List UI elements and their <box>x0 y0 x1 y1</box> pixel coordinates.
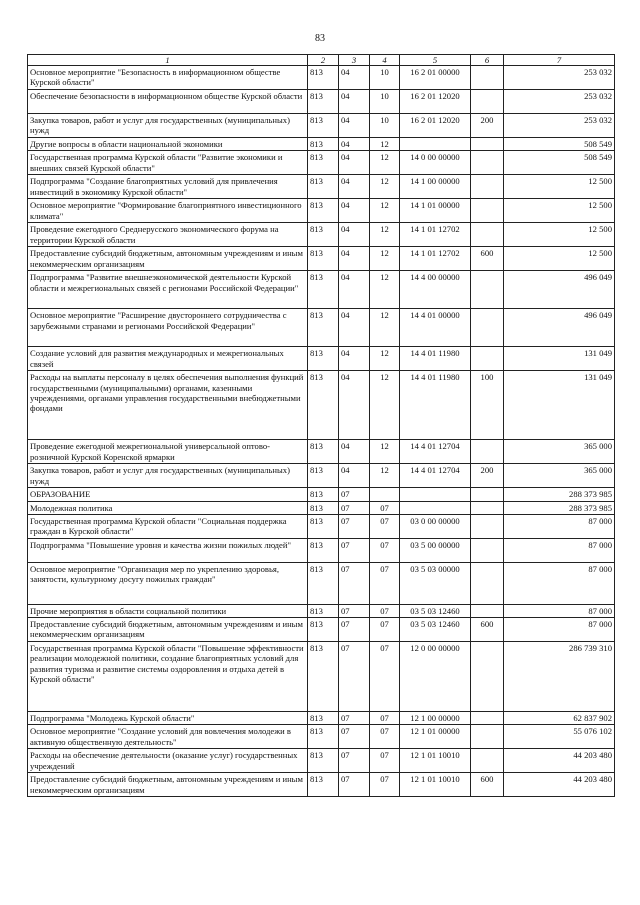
table-row <box>28 604 615 617</box>
amount-cell: 508 549 <box>504 151 615 175</box>
row-name-cell: Расходы на обеспечение деятельности (оказание услуг) государственных учреждений <box>28 749 308 773</box>
table-row <box>28 538 615 562</box>
amount-cell: 365 000 <box>504 464 615 488</box>
amount-cell: 253 032 <box>504 66 615 90</box>
table-row <box>28 175 615 199</box>
subsection-cell: 12 <box>370 247 400 271</box>
column-header: 6 <box>471 55 504 66</box>
subsection-cell: 12 <box>370 199 400 223</box>
table-row <box>28 440 615 464</box>
amount-cell: 288 373 985 <box>504 501 615 514</box>
column-header: 5 <box>400 55 471 66</box>
target-article-cell: 03 5 03 00000 <box>400 562 471 604</box>
row-name-cell: Расходы на выплаты персоналу в целях обеспечения выполнения функций государственными (муниципальными) органами, казенными учреждениями, органами управления государственными внебюджетными фондами <box>28 371 308 440</box>
target-article-cell: 03 5 00 00000 <box>400 538 471 562</box>
admin-code-cell: 813 <box>308 440 339 464</box>
row-name-cell: Подпрограмма "Развитие внешнеэкономической деятельности Курской области и межрегиональных связей с регионами Российской Федерации" <box>28 271 308 309</box>
admin-code-cell: 813 <box>308 247 339 271</box>
section-cell: 04 <box>339 199 370 223</box>
expense-type-cell <box>471 199 504 223</box>
target-article-cell: 12 1 00 00000 <box>400 712 471 725</box>
subsection-cell: 12 <box>370 271 400 309</box>
amount-cell: 87 000 <box>504 514 615 538</box>
amount-cell: 253 032 <box>504 114 615 138</box>
subsection-cell: 07 <box>370 618 400 642</box>
table-row <box>28 114 615 138</box>
row-name-cell: Основное мероприятие "Безопасность в информационном обществе Курской области" <box>28 66 308 90</box>
table-row <box>28 151 615 175</box>
column-header: 2 <box>308 55 339 66</box>
table-row <box>28 749 615 773</box>
amount-cell: 12 500 <box>504 223 615 247</box>
expense-type-cell: 200 <box>471 114 504 138</box>
target-article-cell: 14 4 01 00000 <box>400 309 471 347</box>
section-cell: 07 <box>339 712 370 725</box>
table-row <box>28 347 615 371</box>
amount-cell: 87 000 <box>504 538 615 562</box>
section-cell: 04 <box>339 151 370 175</box>
row-name-cell: Обеспечение безопасности в информационном обществе Курской области <box>28 90 308 114</box>
admin-code-cell: 813 <box>308 347 339 371</box>
expense-type-cell <box>471 138 504 151</box>
section-cell: 07 <box>339 642 370 712</box>
admin-code-cell: 813 <box>308 114 339 138</box>
section-cell: 04 <box>339 347 370 371</box>
target-article-cell: 12 1 01 00000 <box>400 725 471 749</box>
row-name-cell: Другие вопросы в области национальной экономики <box>28 138 308 151</box>
row-name-cell: Подпрограмма "Повышение уровня и качества жизни пожилых людей" <box>28 538 308 562</box>
admin-code-cell: 813 <box>308 749 339 773</box>
table-row <box>28 712 615 725</box>
admin-code-cell: 813 <box>308 151 339 175</box>
expense-type-cell: 200 <box>471 464 504 488</box>
table-row <box>28 138 615 151</box>
budget-table <box>27 54 615 797</box>
subsection-cell: 12 <box>370 223 400 247</box>
table-row <box>28 247 615 271</box>
subsection-cell: 07 <box>370 562 400 604</box>
amount-cell: 87 000 <box>504 604 615 617</box>
table-row <box>28 199 615 223</box>
admin-code-cell: 813 <box>308 488 339 501</box>
expense-type-cell <box>471 151 504 175</box>
row-name-cell: Государственная программа Курской области "Повышение эффективности реализации молодежной политики, создание благоприятных условий для развития туризма и развитие системы оздоровления и отдыха детей в Курской области" <box>28 642 308 712</box>
section-cell: 07 <box>339 501 370 514</box>
row-name-cell: Основное мероприятие "Формирование благоприятного инвестиционного климата" <box>28 199 308 223</box>
subsection-cell: 07 <box>370 773 400 797</box>
expense-type-cell <box>471 642 504 712</box>
section-cell: 07 <box>339 562 370 604</box>
section-cell: 04 <box>339 464 370 488</box>
table-row <box>28 464 615 488</box>
admin-code-cell: 813 <box>308 175 339 199</box>
table-row <box>28 514 615 538</box>
expense-type-cell: 600 <box>471 618 504 642</box>
admin-code-cell: 813 <box>308 604 339 617</box>
subsection-cell: 12 <box>370 309 400 347</box>
subsection-cell: 10 <box>370 66 400 90</box>
amount-cell: 55 076 102 <box>504 725 615 749</box>
row-name-cell: Закупка товаров, работ и услуг для государственных (муниципальных) нужд <box>28 114 308 138</box>
amount-cell: 286 739 310 <box>504 642 615 712</box>
target-article-cell: 14 4 00 00000 <box>400 271 471 309</box>
expense-type-cell <box>471 514 504 538</box>
section-cell: 04 <box>339 66 370 90</box>
expense-type-cell <box>471 604 504 617</box>
target-article-cell: 03 5 03 12460 <box>400 604 471 617</box>
section-cell: 04 <box>339 247 370 271</box>
header-row <box>28 55 615 66</box>
target-article-cell: 16 2 01 12020 <box>400 114 471 138</box>
section-cell: 04 <box>339 371 370 440</box>
section-cell: 07 <box>339 538 370 562</box>
admin-code-cell: 813 <box>308 725 339 749</box>
section-cell: 07 <box>339 514 370 538</box>
table-row <box>28 501 615 514</box>
table-row <box>28 642 615 712</box>
section-cell: 04 <box>339 138 370 151</box>
admin-code-cell: 813 <box>308 199 339 223</box>
target-article-cell: 14 1 01 12702 <box>400 223 471 247</box>
target-article-cell: 16 2 01 12020 <box>400 90 471 114</box>
subsection-cell: 12 <box>370 464 400 488</box>
row-name-cell: Подпрограмма "Создание благоприятных условий для привлечения инвестиций в экономику Курской области" <box>28 175 308 199</box>
expense-type-cell: 600 <box>471 247 504 271</box>
subsection-cell: 12 <box>370 151 400 175</box>
amount-cell: 44 203 480 <box>504 749 615 773</box>
subsection-cell: 12 <box>370 440 400 464</box>
target-article-cell: 16 2 01 00000 <box>400 66 471 90</box>
admin-code-cell: 813 <box>308 501 339 514</box>
target-article-cell <box>400 501 471 514</box>
table-row <box>28 488 615 501</box>
amount-cell: 131 049 <box>504 347 615 371</box>
amount-cell: 131 049 <box>504 371 615 440</box>
subsection-cell <box>370 488 400 501</box>
expense-type-cell <box>471 501 504 514</box>
expense-type-cell <box>471 347 504 371</box>
table-row <box>28 223 615 247</box>
section-cell: 04 <box>339 309 370 347</box>
amount-cell: 253 032 <box>504 90 615 114</box>
admin-code-cell: 813 <box>308 223 339 247</box>
expense-type-cell: 600 <box>471 773 504 797</box>
row-name-cell: Предоставление субсидий бюджетным, автономным учреждениям и иным некоммерческим организациям <box>28 773 308 797</box>
row-name-cell: ОБРАЗОВАНИЕ <box>28 488 308 501</box>
amount-cell: 87 000 <box>504 618 615 642</box>
column-header: 7 <box>504 55 615 66</box>
admin-code-cell: 813 <box>308 712 339 725</box>
section-cell: 07 <box>339 749 370 773</box>
section-cell: 04 <box>339 175 370 199</box>
table-row <box>28 371 615 440</box>
expense-type-cell <box>471 562 504 604</box>
table-row <box>28 618 615 642</box>
admin-code-cell: 813 <box>308 66 339 90</box>
column-header: 1 <box>28 55 308 66</box>
target-article-cell: 14 1 01 12702 <box>400 247 471 271</box>
column-header: 3 <box>339 55 370 66</box>
admin-code-cell: 813 <box>308 562 339 604</box>
row-name-cell: Проведение ежегодного Среднерусского экономического форума на территории Курской области <box>28 223 308 247</box>
row-name-cell: Предоставление субсидий бюджетным, автономным учреждениям и иным некоммерческим организациям <box>28 618 308 642</box>
row-name-cell: Основное мероприятие "Создание условий для вовлечения молодежи в активную общественную деятельность" <box>28 725 308 749</box>
subsection-cell: 07 <box>370 749 400 773</box>
row-name-cell: Государственная программа Курской области "Развитие экономики и внешних связей Курской области" <box>28 151 308 175</box>
target-article-cell: 14 0 00 00000 <box>400 151 471 175</box>
amount-cell: 87 000 <box>504 562 615 604</box>
target-article-cell: 12 0 00 00000 <box>400 642 471 712</box>
expense-type-cell <box>471 66 504 90</box>
admin-code-cell: 813 <box>308 464 339 488</box>
expense-type-cell <box>471 90 504 114</box>
expense-type-cell <box>471 488 504 501</box>
section-cell: 07 <box>339 604 370 617</box>
row-name-cell: Создание условий для развития международных и межрегиональных связей <box>28 347 308 371</box>
expense-type-cell: 100 <box>471 371 504 440</box>
admin-code-cell: 813 <box>308 271 339 309</box>
subsection-cell: 07 <box>370 538 400 562</box>
target-article-cell <box>400 138 471 151</box>
subsection-cell: 07 <box>370 514 400 538</box>
expense-type-cell <box>471 271 504 309</box>
table-row <box>28 773 615 797</box>
amount-cell: 496 049 <box>504 271 615 309</box>
row-name-cell: Закупка товаров, работ и услуг для государственных (муниципальных) нужд <box>28 464 308 488</box>
admin-code-cell: 813 <box>308 309 339 347</box>
row-name-cell: Государственная программа Курской области "Социальная поддержка граждан в Курской области" <box>28 514 308 538</box>
subsection-cell: 07 <box>370 604 400 617</box>
subsection-cell: 12 <box>370 371 400 440</box>
admin-code-cell: 813 <box>308 538 339 562</box>
target-article-cell: 03 5 03 12460 <box>400 618 471 642</box>
target-article-cell: 14 1 01 00000 <box>400 199 471 223</box>
expense-type-cell <box>471 175 504 199</box>
subsection-cell: 07 <box>370 712 400 725</box>
subsection-cell: 10 <box>370 114 400 138</box>
section-cell: 07 <box>339 725 370 749</box>
section-cell: 07 <box>339 488 370 501</box>
amount-cell: 62 837 902 <box>504 712 615 725</box>
target-article-cell: 14 4 01 11980 <box>400 371 471 440</box>
admin-code-cell: 813 <box>308 90 339 114</box>
subsection-cell: 12 <box>370 175 400 199</box>
row-name-cell: Предоставление субсидий бюджетным, автономным учреждениям и иным некоммерческим организациям <box>28 247 308 271</box>
target-article-cell: 14 4 01 12704 <box>400 440 471 464</box>
section-cell: 04 <box>339 271 370 309</box>
row-name-cell: Подпрограмма "Молодежь Курской области" <box>28 712 308 725</box>
row-name-cell: Основное мероприятие "Расширение двустороннего сотрудничества с зарубежными странами и регионами Российской Федерации" <box>28 309 308 347</box>
target-article-cell <box>400 488 471 501</box>
table-row <box>28 725 615 749</box>
target-article-cell: 14 4 01 12704 <box>400 464 471 488</box>
section-cell: 04 <box>339 440 370 464</box>
target-article-cell: 03 0 00 00000 <box>400 514 471 538</box>
subsection-cell: 12 <box>370 138 400 151</box>
subsection-cell: 07 <box>370 501 400 514</box>
admin-code-cell: 813 <box>308 514 339 538</box>
target-article-cell: 12 1 01 10010 <box>400 773 471 797</box>
amount-cell: 12 500 <box>504 175 615 199</box>
expense-type-cell <box>471 223 504 247</box>
amount-cell: 44 203 480 <box>504 773 615 797</box>
amount-cell: 365 000 <box>504 440 615 464</box>
section-cell: 04 <box>339 223 370 247</box>
admin-code-cell: 813 <box>308 773 339 797</box>
amount-cell: 288 373 985 <box>504 488 615 501</box>
section-cell: 07 <box>339 618 370 642</box>
expense-type-cell <box>471 712 504 725</box>
subsection-cell: 07 <box>370 642 400 712</box>
column-header: 4 <box>370 55 400 66</box>
section-cell: 04 <box>339 90 370 114</box>
subsection-cell: 07 <box>370 725 400 749</box>
amount-cell: 12 500 <box>504 247 615 271</box>
amount-cell: 508 549 <box>504 138 615 151</box>
expense-type-cell <box>471 538 504 562</box>
table-row <box>28 562 615 604</box>
target-article-cell: 12 1 01 10010 <box>400 749 471 773</box>
admin-code-cell: 813 <box>308 138 339 151</box>
expense-type-cell <box>471 309 504 347</box>
table-row <box>28 271 615 309</box>
row-name-cell: Проведение ежегодной межрегиональной универсальной оптово-розничной Курской Коренской ярмарки <box>28 440 308 464</box>
admin-code-cell: 813 <box>308 642 339 712</box>
admin-code-cell: 813 <box>308 371 339 440</box>
amount-cell: 496 049 <box>504 309 615 347</box>
subsection-cell: 12 <box>370 347 400 371</box>
row-name-cell: Основное мероприятие "Организация мер по укреплению здоровья, занятости, культурному досугу пожилых граждан" <box>28 562 308 604</box>
target-article-cell: 14 1 00 00000 <box>400 175 471 199</box>
row-name-cell: Молодежная политика <box>28 501 308 514</box>
section-cell: 04 <box>339 114 370 138</box>
row-name-cell: Прочие мероприятия в области социальной политики <box>28 604 308 617</box>
expense-type-cell <box>471 749 504 773</box>
expense-type-cell <box>471 440 504 464</box>
page-number: 83 <box>315 33 325 44</box>
subsection-cell: 10 <box>370 90 400 114</box>
table-row <box>28 309 615 347</box>
section-cell: 07 <box>339 773 370 797</box>
amount-cell: 12 500 <box>504 199 615 223</box>
table-row <box>28 90 615 114</box>
table-row <box>28 66 615 90</box>
admin-code-cell: 813 <box>308 618 339 642</box>
expense-type-cell <box>471 725 504 749</box>
target-article-cell: 14 4 01 11980 <box>400 347 471 371</box>
